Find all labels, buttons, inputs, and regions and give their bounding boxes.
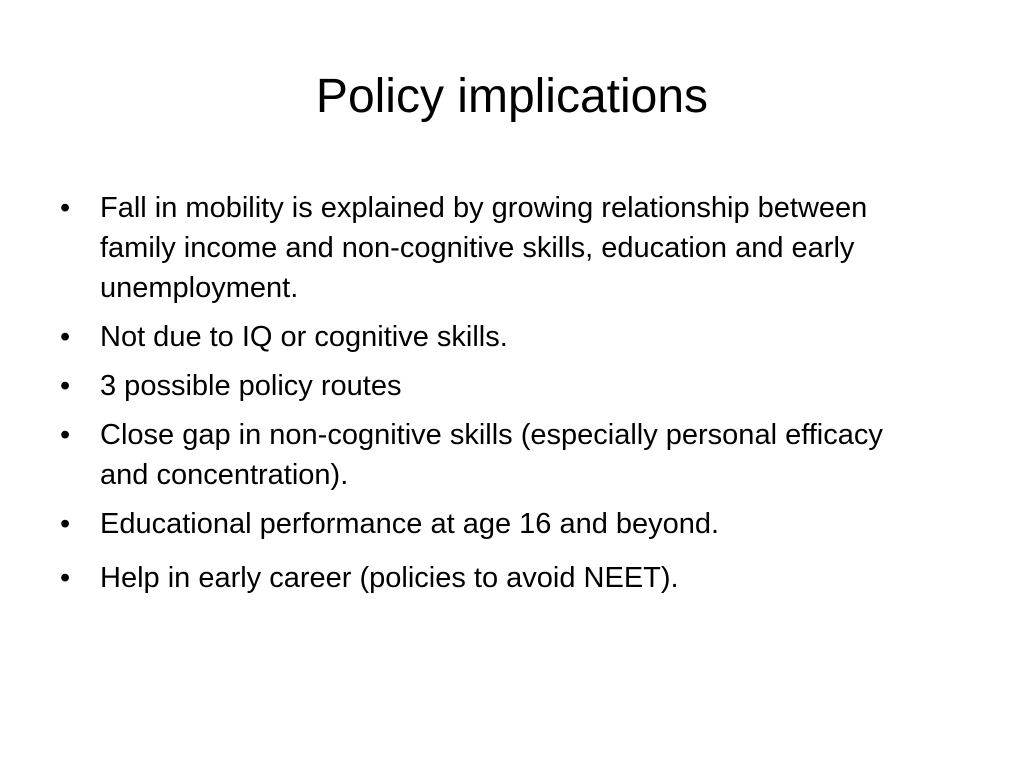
bullet-item-close-gap bbox=[56, 415, 936, 495]
bullet-dot-icon: • bbox=[60, 508, 71, 540]
bullet-text: Close gap in non-cognitive skills (especially personal efficacy and concentration). bbox=[100, 419, 883, 491]
bullet-dot-icon: • bbox=[60, 562, 71, 594]
bullet-list bbox=[56, 188, 936, 607]
bullet-dot-icon: • bbox=[60, 370, 71, 402]
bullet-item-policy-routes bbox=[56, 366, 936, 406]
bullet-dot-icon: • bbox=[60, 321, 71, 353]
bullet-dot-icon: • bbox=[60, 192, 71, 224]
bullet-item-early-career bbox=[56, 558, 936, 598]
bullet-text: Educational performance at age 16 and beyond. bbox=[100, 508, 720, 540]
bullet-item-iq bbox=[56, 317, 936, 357]
bullet-item-educational-performance bbox=[56, 504, 936, 544]
bullet-text: Help in early career (policies to avoid NEET). bbox=[100, 562, 679, 594]
bullet-dot-icon: • bbox=[60, 419, 71, 451]
bullet-text: Fall in mobility is explained by growing relationship between family income and non-cognitive skills, education and early unemployment. bbox=[100, 192, 868, 304]
bullet-text: Not due to IQ or cognitive skills. bbox=[100, 321, 508, 353]
slide-title: Policy implications bbox=[315, 70, 709, 123]
bullet-text: 3 possible policy routes bbox=[100, 370, 402, 402]
bullet-item-mobility bbox=[56, 188, 936, 308]
